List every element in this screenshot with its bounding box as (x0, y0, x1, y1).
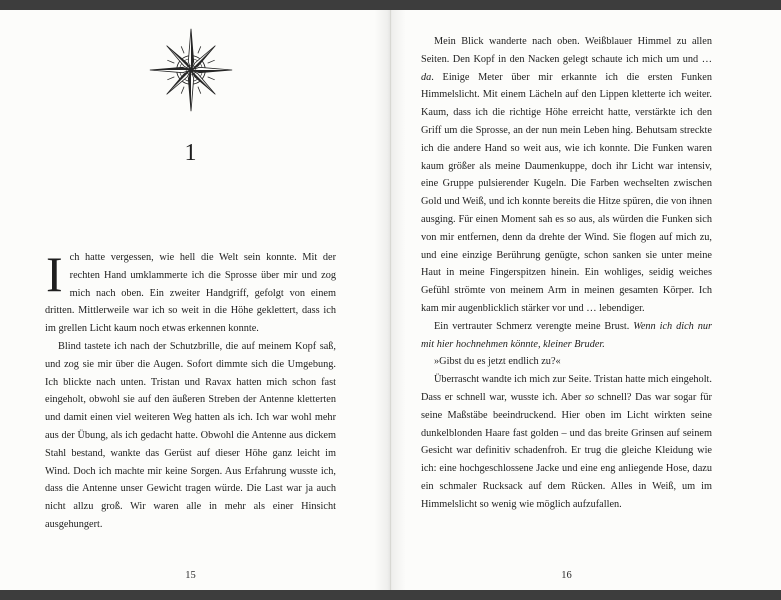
left-page-text (45, 249, 336, 561)
paragraph (421, 318, 712, 354)
paragraph (421, 353, 712, 371)
chapter-ornament (45, 28, 336, 117)
top-border-bar (0, 0, 781, 10)
page-number-right: 16 (561, 570, 572, 581)
right-page-text (421, 33, 712, 570)
text-segment: Blind tastete ich nach der Schutzbrille, die auf meinem Kopf saß, und zog sie mir über die Augen. Sofort dimmte sich die Umgebung. Ich blickte nach unten. Tristan und Ravax hatten mich schon fast eingeholt, obwohl sie auf den äußeren Streben der Antenne kletterten und damit einen viel weiteren Weg hatten als ich. Ich war wohl mehr aus der Übung, als ich gedacht hatte. Obwohl die Antenne aus dickem Stahl bestand, wankte das Gerüst auf dieser Höhe ganz leicht im Wind. Doch ich machte mir keine Sorgen. Aus Erfahrung wusste ich, dass die Antenne unser Gewicht tragen würde. Die Last war ja auch nicht allzu groß. Wir waren alle in mehr als einer Hinsicht ausgehungert. (45, 340, 336, 530)
paragraph (45, 338, 336, 534)
drop-cap: I (46, 249, 63, 302)
text-segment: schnell? Das war sogar für seine Maßstäbe beeindruckend. Hier oben im Licht wirkten seine dunkelblonden Haare fast golden – und das breite Grinsen auf seinem Gesicht war definitiv schadenfroh. Er trug die gleiche Kleidung wie ich: eine hochgeschlossene Jacke und eine eng anliegende Hose, dazu ein schmaler Rucksack auf dem Rücken. Alles in Weiß, um im Himmelslicht so wenig wie möglich aufzufallen. (421, 391, 712, 510)
chapter-number: 1 (184, 140, 197, 166)
paragraph (45, 249, 336, 338)
text-segment: Ein vertrauter Schmerz verengte meine Brust. (434, 320, 634, 332)
page-number-left: 15 (185, 570, 196, 581)
paragraph (421, 33, 712, 318)
bottom-border-bar (0, 590, 781, 600)
text-segment: Überrascht wandte ich mich zur Seite. Tristan hatte mich eingeholt. Dass er schnell war, wusste ich. Aber (421, 374, 712, 403)
text-segment: . Einige Meter über mir erkannte ich die ersten Funken Himmelslicht. Mit einem Lächeln auf den Lippen kletterte ich weiter. Kaum, dass ich die richtige Höhe erreicht hatte, verstärkte ich den Griff um die Sprosse, an der nun mein Leben hing. Behutsam streckte ich die andere Hand so weit aus, wie ich konnte. Die Funken waren kaum größer als meine Daumenkuppe, doch ihr Licht war intensiv, eine Gruppe pulsierender Kugeln. Die Farben wechselten zwischen Gold und Weiß, und ich konnte bereits die Hitze spüren, die von ihnen ausging. Für einen Moment sah es so aus, als würden die Funken sich von mir entfernen, denn da drehte der Wind. Sie flogen auf mich zu, und eine einzige Berührung genügte, schon sanken sie unter meine Haut in meine Fingerspitzen hinein. Ein wohliges, seidig weiches Gefühl strömte von meinem Arm in meinen gesamten Körper. Ich kam mir augenblicklich stärker vor und … lebendiger. (421, 71, 712, 314)
italic-text-segment: Wenn ich dich nur mit hier hochnehmen könnte, kleiner Bruder. (421, 320, 712, 350)
text-segment: »Gibst du es jetzt endlich zu?« (434, 356, 561, 368)
paragraph (421, 371, 712, 513)
page-gutter-line (390, 10, 391, 590)
text-segment: Mein Blick wanderte nach oben. Weißblauer Himmel zu allen Seiten. Den Kopf in den Nacken gelegt schaute ich mich um und … (421, 36, 712, 65)
compass-star-icon (149, 28, 233, 112)
italic-text-segment: da (421, 71, 432, 83)
text-segment: ch hatte vergessen, wie hell die Welt sein konnte. Mit der rechten Hand umklammerte ich die Sprosse über mir und zog mich nach oben. Ein zweiter Handgriff, gefolgt von einem dritten. Mittlerweile war ich so weit in die Höhe geklettert, dass ich im grellen Licht kaum noch etwas erkennen konnte. (45, 252, 336, 335)
italic-text-segment: so (584, 391, 595, 403)
